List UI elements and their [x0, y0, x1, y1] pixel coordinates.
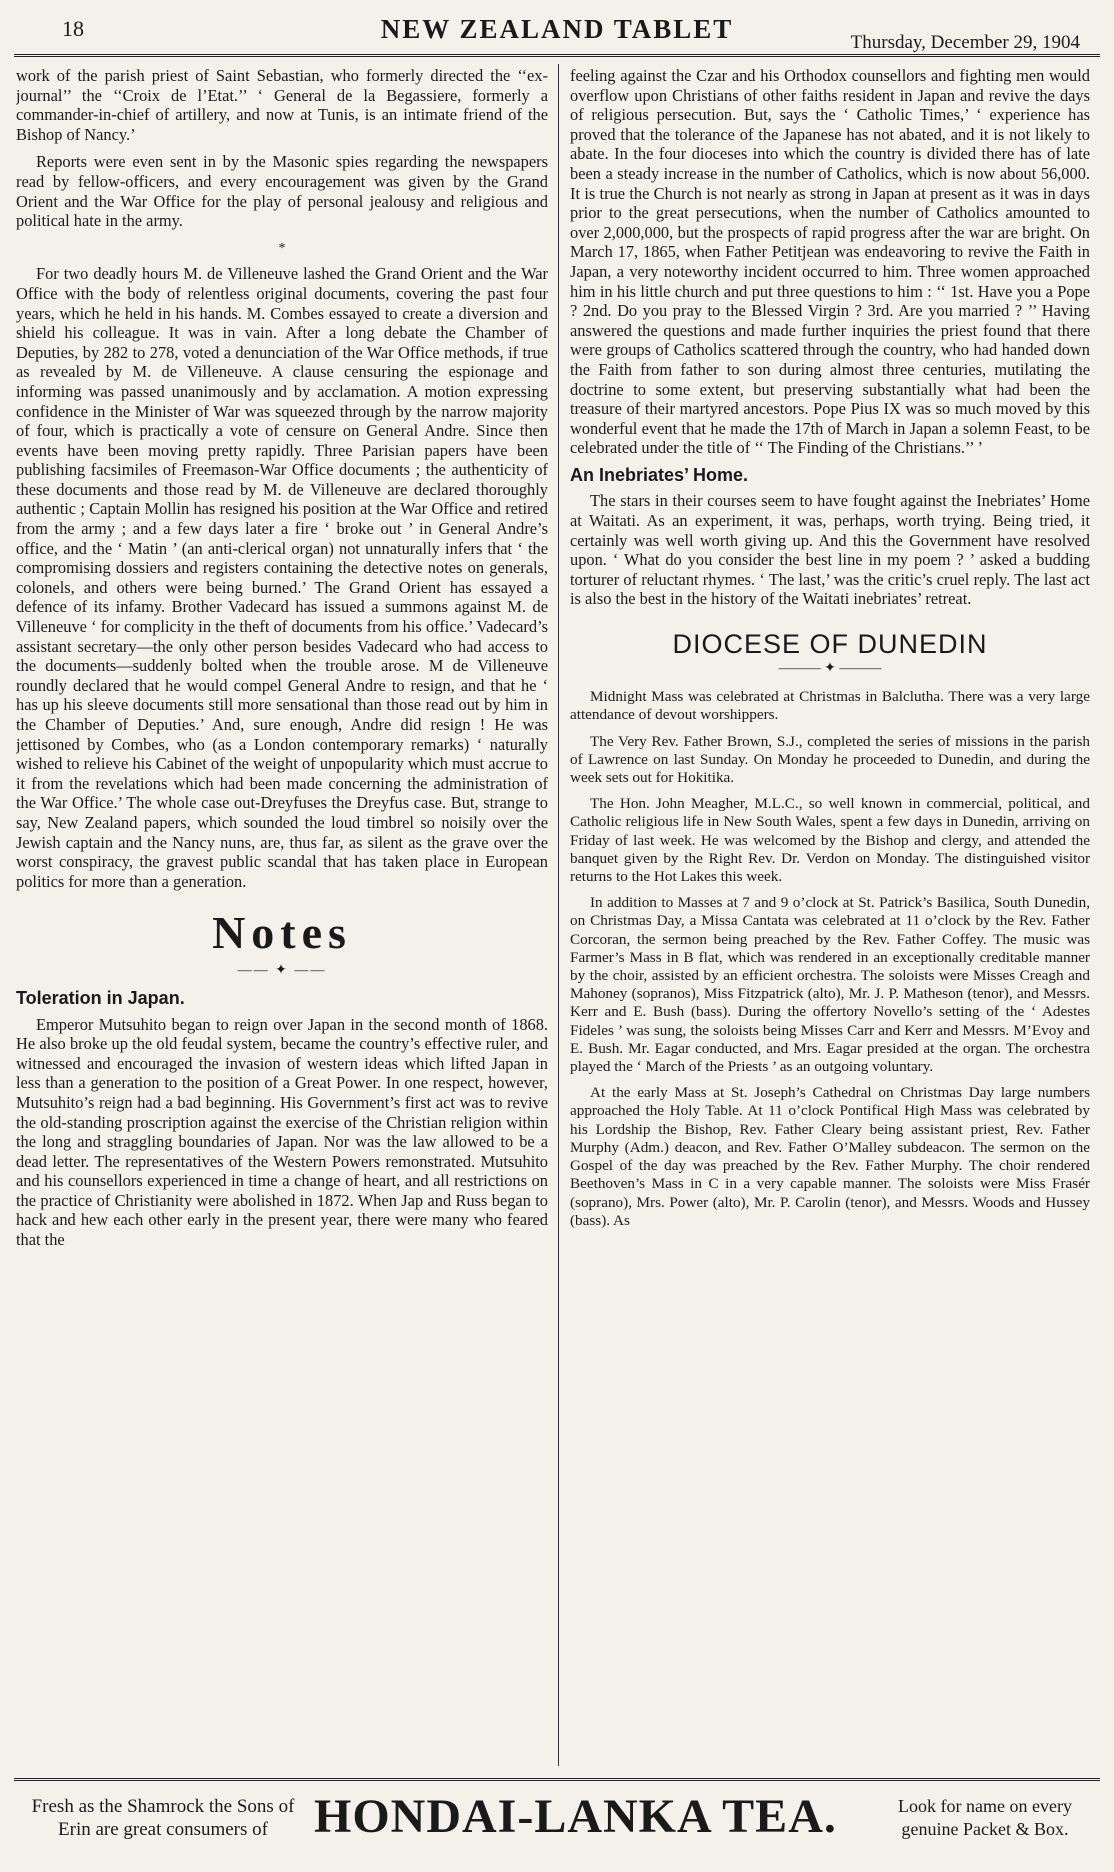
diocese-title: DIOCESE OF DUNEDIN [672, 629, 988, 660]
masthead [14, 8, 1100, 57]
inebriates-heading: An Inebriates’ Home. [570, 464, 749, 485]
ad-brand-name: HONDAI-LANKA TEA. [314, 1790, 837, 1843]
diocese-paragraph: In addition to Masses at 7 and 9 o’clock at St. Patrick’s Basilica, South Dunedin, on Christmas Day, a Missa Cantata was celebrated at 11 o’clock by the Rev. Father Corcoran, the sermon being preached by the Rev. Father Coffey. The music was Farmer’s Mass in B flat, which was rendered in an exceptionally creditable manner by the choir, assisted by an efficient orchestra. The soloists were Misses Creagh and Mahoney (sopranos), Miss Fitzpatrick (alto), Mr. J. P. Matheson (tenor), and Messrs. Kerr and E. Bush (bass). During the offertory Novello’s setting of the ‘ Adestes Fideles ’ was sung, the soloists being Misses Carr and Kerr and Messrs. M’Evoy and E. Bush. Mr. Eagar conducted, and Mrs. Eagar presided at the organ. The orchestra played the ‘ March of the Priests ’ as an outgoing voluntary. [570, 894, 1090, 1076]
diocese-paragraph: At the early Mass at St. Joseph’s Cathedral on Christmas Day large numbers approached the Holy Table. At 11 o’clock Pontifical High Mass was celebrated by his Lordship the Bishop, Rev. Father Cleary being assistant priest, Rev. Father Murphy (Adm.) deacon, and Rev. Father O’Malley subdeacon. The sermon on the Gospel of the day was preached by the Rev. Father Murphy. The choir rendered Beethoven’s Mass in C in a very capable manner. The soloists were Miss Frasér (soprano), Mrs. Power (alto), Mr. P. Carolin (tenor), and Messrs. Woods and Hussey (bass). As [570, 1084, 1090, 1229]
ornamental-rule: —— ✦ —— [237, 963, 327, 979]
notes-heading-box [187, 905, 377, 981]
diocese-paragraph: The Hon. John Meagher, M.L.C., so well known in commercial, political, and Catholic religious life in New South Wales, spent a few days in Dunedin, arriving on Friday of last week. He was welcomed by the Bishop and clergy, and attended the banquet given by the Right Rev. Dr. Verdon on Monday. The distinguished visitor returns to the Hot Lakes this week. [570, 795, 1090, 886]
article-paragraph: Reports were even sent in by the Masonic spies regarding the newspapers read by fellow-officers, and every encouragement was given by the Grand Orient and the War Office for the play of personal jealousy and religious and political hate in the army. [16, 152, 548, 231]
page-number: 18 [62, 16, 84, 41]
diocese-paragraph: Midnight Mass was celebrated at Christmas in Balclutha. There was a very large attendance of devout worshippers. [570, 688, 1090, 724]
article-paragraph: For two deadly hours M. de Villeneuve lashed the Grand Orient and the War Office with the body of relentless original documents, covering the past four years, which he held in his hands. M. Combes essayed to create a diversion and shield his colleague. It was in vain. After a long debate the Chamber of Deputies, by 282 to 278, voted a denunciation of the War Office methods, if true as revealed by M. de Villeneuve. A clause censuring the espionage and informing was passed unanimously and by acclamation. A motion expressing confidence in the Minister of War was squeezed through by the narrow majority of four, which is practically a vote of censure on General Andre. Since then events have been moving pretty rapidly. Three Parisian papers have been publishing facsimiles of Freemason-War Office documents ; the authenticity of these documents and those read by M. de Villeneuve are declared thoroughly authentic ; Captain Mollin has resigned his position at the War Office and retired from the army ; and a few days later a fire ‘ broke out ’ in General Andre’s office, and the ‘ Matin ’ (an anti-clerical organ) not unnaturally infers that ‘ the compromising dossiers and registers containing the detective notes on generals, colonels, and others were being burned.’ The Grand Orient has essayed a defence of its infamy. Brother Vadecard has issued a summons against M. de Villeneuve ‘ for complicity in the theft of documents from his office.’ Vadecard’s assistant secretary—the only other person besides Vadecard who had access to the documents—suddenly bolted when the trouble arose. M de Villeneuve roundly declared that he would compel General Andre to resign, and that he ‘ has up his sleeve documents still more sensational than those read out by him in the Chamber of Deputies.’ And, sure enough, Andre did resign ! He was jettisoned by Combes, who (as a London contemporary remarks) ‘ naturally wished to relieve his Cabinet of the weight of unpopularity which must accrue to it from the revelations which had been made concerning the administration of the War Office.’ The whole case out-Dreyfuses the Dreyfus case. But, strange to say, New Zealand papers, which sounded the loud timbrel so noisily over the Jewish captain and the Nancy nuns, are, thus far, as silent as the grave over the worst conspiracy, the gravest public scandal that has taken place in European politics for more than a generation. [16, 264, 548, 891]
toleration-text: Emperor Mutsuhito began to reign over Japan in the second month of 1868. He also broke up the old feudal system, became the country’s effective ruler, and witnessed and encouraged the invasion of western ideas which lifted Japan in less than a generation to the position of a Great Power. In one respect, however, Mutsuhito’s reign had a bad beginning. His Government’s first act was to revive the old-standing proscription against the exercise of the Christian religion within the long and straggling boundaries of Japan. Nor was the law allowed to be a dead letter. The representatives of the Western Powers remonstrated. Mutsuhito and his counsellors experienced in time a change of heart, and all restrictions on the practice of Christianity were abolished in 1872. When Jap and Russ began to hack and hew each other early in the present year, there were many who feared that the [16, 1014, 548, 1250]
article-paragraph: work of the parish priest of Saint Sebastian, who formerly directed the ‘‘ex-journal’’ the ‘‘Croix de l’Etat.’’ ‘ General de la Begassiere, formerly a commander-in-chief of artillery, and now at Tunis, is an intimate friend of the Bishop of Nancy.’ [16, 66, 548, 144]
section-separator: * [278, 240, 286, 256]
paper-title: NEW ZEALAND TABLET [380, 14, 734, 44]
diocese-news [570, 688, 1090, 1230]
column-divider [558, 64, 559, 1766]
ornamental-rule: ——— ✦ ——— [778, 660, 882, 676]
ad-right-text: Look for name on every genuine Packet & Box. [898, 1796, 1072, 1839]
toleration-heading: Toleration in Japan. [16, 987, 185, 1008]
left-column [16, 66, 548, 1756]
issue-date: Thursday, December 29, 1904 [850, 32, 1080, 53]
inebriates-text: The stars in their courses seem to have fought against the Inebriates’ Home at Waitati. As an experiment, it was, perhaps, worth trying. Being tried, it certainly was well worth giving up. And this the Government have resolved upon. ‘ What do you consider the best line in my poem ? ’ asked a budding torturer of reluctant rhymes. ‘ The last,’ was the critic’s cruel reply. The last act is also the best in the history of the Waitati inebriates’ retreat. [570, 491, 1090, 609]
japan-continued-text: feeling against the Czar and his Orthodox counsellors and fighting men would overflow upon Christians of other faiths resident in Japan and revive the days of religious persecution. But, says the ‘ Catholic Times,’ ‘ experience has proved that the tolerance of the Japanese has not abated, and it is not likely to abate. In the four dioceses into which the country is divided there has of late been a steady increase in the number of Catholics, which is now about 56,000. It is true the Church is not nearly as strong in Japan at present as it was in days prior to the great persecutions, when the number of Catholics amounted to over 2,000,000, but the prospects of rapid progress after the war are bright. On March 17, 1865, when Father Petitjean was endeavoring to revive the Faith in Japan, a very noteworthy incident occurred to him. Three women approached him in his little church and put three questions to him : ‘‘ 1st. Have you a Pope ? 2nd. Do you pray to the Blessed Virgin ? 3rd. Are you married ? ’’ Having answered the questions and made further inquiries the priest found that there were groups of Catholics scattered through the country, who had handed down the Faith from father to son during almost three centuries, mutilating the doctrine to some extent, but preserving substantially what had been the treasure of their martyred ancestors. Pope Pius IX was so much moved by this wonderful event that he made the 17th of March in Japan a solemn Feast, to be celebrated under the title of ‘‘ The Finding of the Christians.’’ ’ [570, 66, 1090, 458]
ad-left-text: Fresh as the Shamrock the Sons of Erin are great consumers of [31, 1796, 295, 1840]
advertisement-footer [14, 1778, 1100, 1865]
notes-title: Notes [212, 907, 352, 959]
diocese-paragraph: The Very Rev. Father Brown, S.J., completed the series of missions in the parish of Lawrence on last Sunday. On Monday he proceeded to Dunedin, and during the week sets out for Hokitika. [570, 732, 1090, 787]
right-column [570, 66, 1090, 1756]
